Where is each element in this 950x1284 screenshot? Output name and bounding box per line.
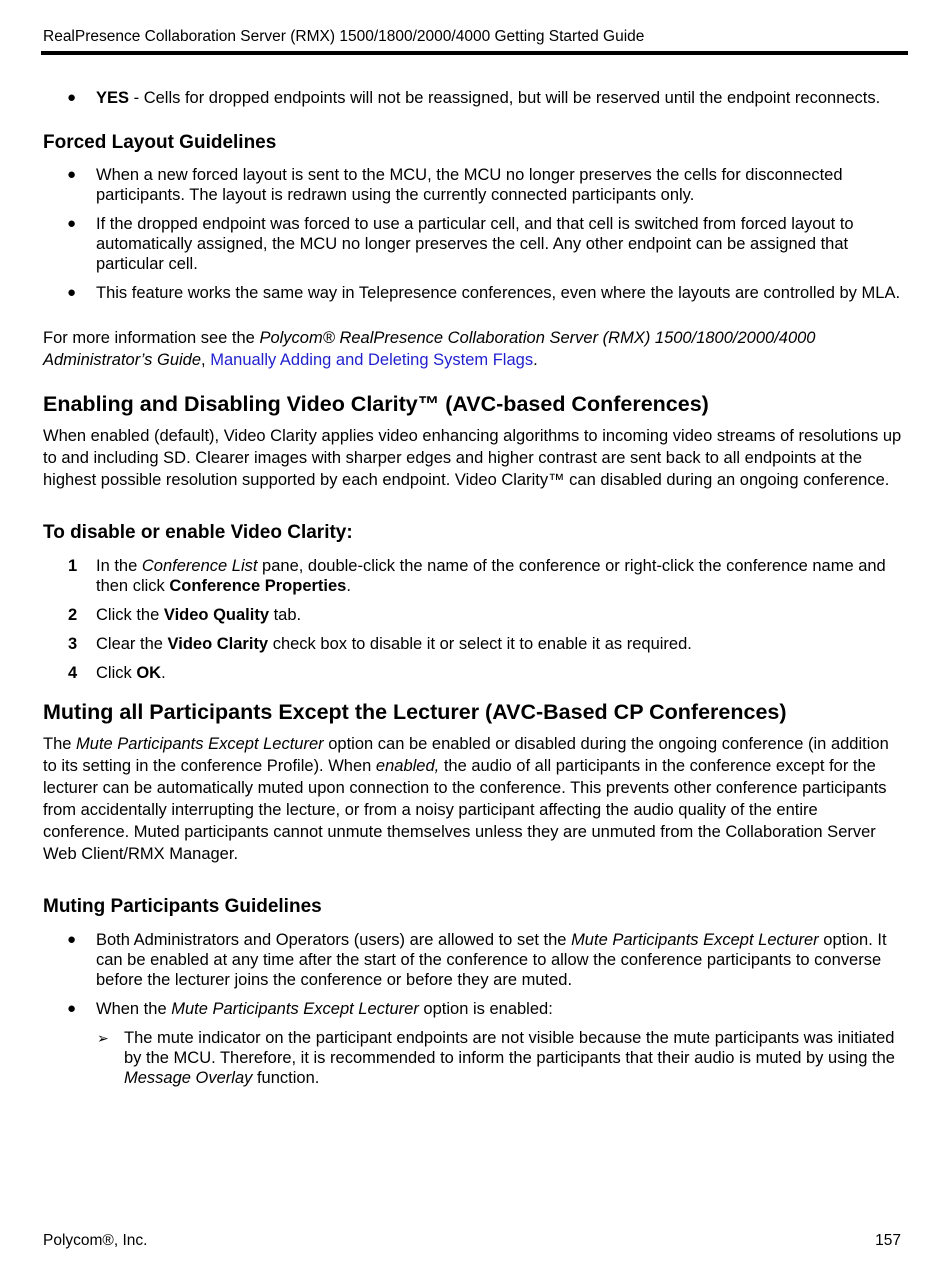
step-text: Clear the bbox=[96, 635, 168, 653]
step-text: tab. bbox=[269, 606, 302, 624]
bullet-text: This feature works the same way in Telepresence conferences, even where the layouts are controlled by MLA. bbox=[96, 284, 901, 302]
more-info-suffix: . bbox=[533, 350, 538, 369]
body-text: the audio of all participants in the conference except for the lecturer can be automatically muted upon connection to the conference. This prevents other conference participants from accidentally interrupting the lecture, or from a noisy participant affecting the audio quality of the entire conference. Muted participants cannot unmute themselves unless they are unmuted from the Collaboration Server Web Client/RMX Manager. bbox=[43, 757, 887, 863]
bullet-text: Both Administrators and Operators (users) are allowed to set the bbox=[96, 931, 572, 949]
heading-forced-layout: Forced Layout Guidelines bbox=[43, 132, 277, 153]
step-ui-term: Conference Properties bbox=[169, 577, 347, 595]
procedure-step bbox=[43, 556, 903, 596]
bullet-dot-icon: ● bbox=[67, 166, 77, 183]
page-number: 157 bbox=[875, 1232, 901, 1249]
body-text: The bbox=[43, 735, 77, 753]
bullet-text: When the bbox=[96, 1000, 172, 1018]
step-text: Click the bbox=[96, 606, 164, 624]
procedure-step bbox=[43, 634, 903, 654]
bullet-yes bbox=[43, 88, 903, 108]
system-flags-link[interactable]: Manually Adding and Deleting System Flags bbox=[210, 350, 534, 369]
bullet-muting-2 bbox=[43, 999, 903, 1019]
bullet-text: option. It can be enabled at any time after the start of the conference to allow the conference participants to converse before the lecturer joins the conference or before they are muted. bbox=[96, 931, 887, 989]
bullet-text: If the dropped endpoint was forced to use a particular cell, and that cell is switched from forced layout to automatically assigned, the MCU no longer preserves the cell. Any other endpoint can be assigned that particular cell. bbox=[96, 215, 854, 273]
bullet-forced-1 bbox=[43, 165, 903, 205]
bullet-text: - Cells for dropped endpoints will not be reassigned, but will be reserved until the endpoint reconnects. bbox=[129, 89, 881, 107]
guide-title: Polycom® RealPresence Collaboration Server (RMX) 1500/1800/2000/4000 Administrator’s Guide bbox=[43, 329, 816, 369]
sub-bullet-text: function. bbox=[252, 1069, 320, 1087]
more-info-paragraph bbox=[43, 328, 903, 371]
bullet-forced-2 bbox=[43, 214, 903, 274]
page-content bbox=[43, 88, 903, 1097]
step-text: pane, double-click the name of the conference or right-click the conference name and then click bbox=[96, 557, 886, 595]
step-number: 4 bbox=[68, 664, 78, 682]
step-number: 2 bbox=[68, 606, 78, 624]
more-info-separator: , bbox=[201, 350, 211, 369]
procedure-step bbox=[43, 605, 903, 625]
option-name: Mute Participants Except Lecturer bbox=[571, 931, 819, 949]
step-text: In the bbox=[96, 557, 142, 575]
sub-bullet-text: The mute indicator on the participant endpoints are not visible because the mute participants was initiated by the MCU. Therefore, it is recommended to inform the participants that their audio is muted by using the bbox=[124, 1029, 895, 1067]
bullet-term: YES bbox=[96, 89, 130, 107]
step-text: . bbox=[161, 664, 166, 682]
body-text: option can be enabled or disabled during the ongoing conference (in addition to its setting in the conference Profile). When bbox=[43, 735, 889, 775]
bullet-text: When a new forced layout is sent to the MCU, the MCU no longer preserves the cells for disconnected participants. The layout is redrawn using the currently connected participants only. bbox=[96, 166, 843, 204]
option-name: Mute Participants Except Lecturer bbox=[76, 735, 324, 753]
step-text: Click bbox=[96, 664, 137, 682]
step-ui-term: Conference List bbox=[141, 557, 258, 575]
bullet-muting-1 bbox=[43, 930, 903, 990]
heading-procedure: To disable or enable Video Clarity: bbox=[43, 522, 353, 543]
heading-muting: Muting all Participants Except the Lecturer (AVC-Based CP Conferences) bbox=[43, 700, 787, 724]
bullet-forced-3 bbox=[43, 283, 903, 303]
bullet-text: option is enabled: bbox=[418, 1000, 553, 1018]
procedure-step bbox=[43, 663, 903, 683]
video-clarity-body: When enabled (default), Video Clarity applies video enhancing algorithms to incoming video streams of resolutions up to and including SD. Clearer images with sharper edges and higher contrast are sent back to all endpoints at the highest possible resolution supported by each endpoint. Video Clarity™ can disabled during an ongoing conference. bbox=[43, 427, 902, 489]
feature-name: Message Overlay bbox=[124, 1069, 253, 1087]
step-ui-term: Video Quality bbox=[163, 606, 269, 624]
step-text: check box to disable it or select it to enable it as required. bbox=[268, 635, 692, 653]
step-number: 3 bbox=[68, 635, 78, 653]
sub-bullet bbox=[43, 1028, 903, 1088]
bullet-dot-icon: ● bbox=[67, 215, 77, 232]
bullet-dot-icon: ● bbox=[67, 1000, 77, 1017]
arrow-bullet-icon: ➢ bbox=[97, 1030, 109, 1046]
header-rule bbox=[41, 51, 908, 55]
step-number: 1 bbox=[68, 557, 78, 575]
footer-company: Polycom®, Inc. bbox=[43, 1232, 148, 1249]
step-text: . bbox=[346, 577, 351, 595]
bullet-dot-icon: ● bbox=[67, 931, 77, 948]
option-name: Mute Participants Except Lecturer bbox=[171, 1000, 419, 1018]
more-info-prefix: For more information see the bbox=[43, 329, 260, 347]
bullet-dot-icon: ● bbox=[67, 89, 77, 106]
heading-muting-guidelines: Muting Participants Guidelines bbox=[43, 896, 322, 917]
emphasis-text: enabled, bbox=[375, 757, 440, 775]
step-ui-term: Video Clarity bbox=[167, 635, 269, 653]
running-header: RealPresence Collaboration Server (RMX) 1500/1800/2000/4000 Getting Started Guide bbox=[43, 28, 645, 45]
step-ui-term: OK bbox=[136, 664, 162, 682]
muting-body bbox=[43, 733, 903, 865]
heading-video-clarity: Enabling and Disabling Video Clarity™ (AVC-based Conferences) bbox=[43, 392, 709, 416]
bullet-dot-icon: ● bbox=[67, 284, 77, 301]
